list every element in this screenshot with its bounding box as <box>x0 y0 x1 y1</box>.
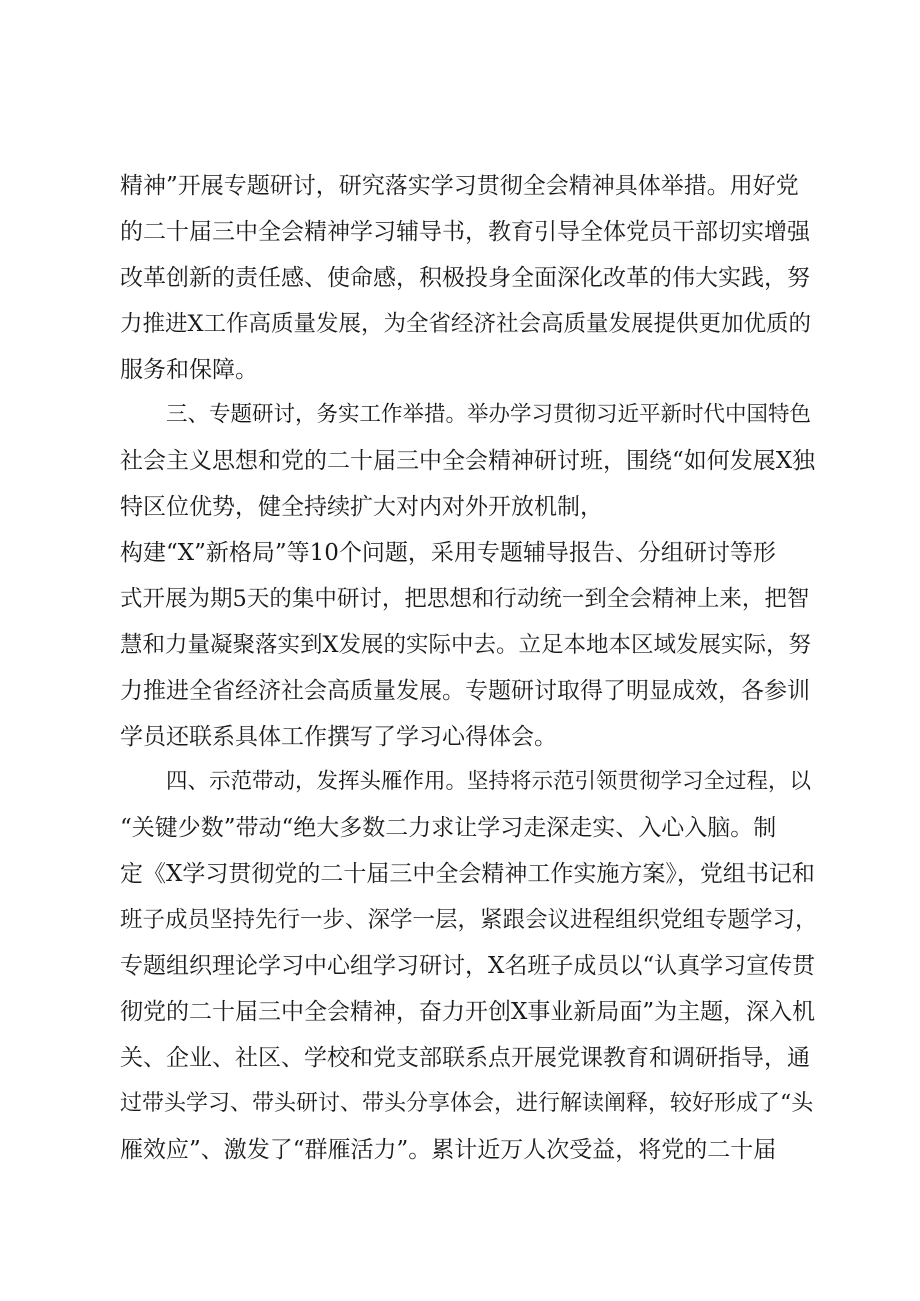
paragraph-line: 精神”开展专题研讨，研究落实学习贯彻全会精神具体举措。用好党 <box>120 173 799 199</box>
paragraph-line: 改革创新的责任感、使命感，积极投身全面深化改革的伟大实践，努 <box>120 265 810 291</box>
paragraph-line: 班子成员坚持先行一步、深学一层，紧跟会议进程组织党组专题学习， <box>120 907 818 933</box>
section-4-heading: 四、示范带动，发挥头雁作用。 <box>166 769 468 794</box>
paragraph-line: 服务和保障。 <box>120 357 258 383</box>
section-4-first-line <box>166 760 820 804</box>
paragraph-line: 学员还联系具体工作撰写了学习心得体会。 <box>120 724 557 750</box>
section-3-first-line-text: 举办学习贯彻习近平新时代中国特色 <box>467 402 812 427</box>
paragraph-line: 慧和力量凝聚落实到X发展的实际中去。立足本地本区域发展实际，努 <box>120 632 812 658</box>
paragraph-line: 过带头学习、带头研讨、带头分享体会，进行解读阐释，较好形成了“头 <box>120 1091 814 1116</box>
paragraph-line: 专题组织理论学习中心组学习研讨，X名班子成员以“认真学习宣传贯 <box>120 953 816 979</box>
paragraph-line: “关键少数”带动“绝大多数二力求让学习走深走实、入心入脑。制 <box>120 815 777 841</box>
paragraph-line: 定《X学习贯彻党的二十届三中全会精神工作实施方案》，党组书记和 <box>120 861 815 887</box>
paragraph-line: 特区位优势，健全持续扩大对内对外开放机制， <box>120 494 603 520</box>
paragraph-line: 雁效应”、激发了“群雁活力”。累计近万人次受益，将党的二十届 <box>120 1137 777 1163</box>
paragraph-line: 力推进X工作高质量发展，为全省经济社会高质量发展提供更加优质的 <box>120 311 812 337</box>
paragraph-line: 社会主义思想和党的二十届三中全会精神研讨班，围绕“如何发展X独 <box>120 448 816 474</box>
section-3-first-line <box>166 393 820 437</box>
paragraph-line: 关、企业、社区、学校和党支部联系点开展党课教育和调研指导，通 <box>120 1045 810 1071</box>
section-4-first-line-text: 坚持将示范引领贯彻学习全过程，以 <box>467 769 812 794</box>
paragraph-line: 彻党的二十届三中全会精神，奋力开创X事业新局面”为主题，深入机 <box>120 999 816 1025</box>
paragraph-line: 的二十届三中全会精神学习辅导书，教育引导全体党员干部切实增强 <box>120 219 810 245</box>
paragraph-line: 力推进全省经济社会高质量发展。专题研讨取得了明显成效，各参训 <box>120 678 810 704</box>
paragraph-line: 式开展为期5天的集中研讨，把思想和行动统一到全会精神上来，把智 <box>120 586 810 612</box>
section-3-heading: 三、专题研讨，务实工作举措。 <box>166 402 468 427</box>
paragraph-line: 构建“X”新格局”等10个问题，采用专题辅导报告、分组研讨等形 <box>120 540 776 566</box>
